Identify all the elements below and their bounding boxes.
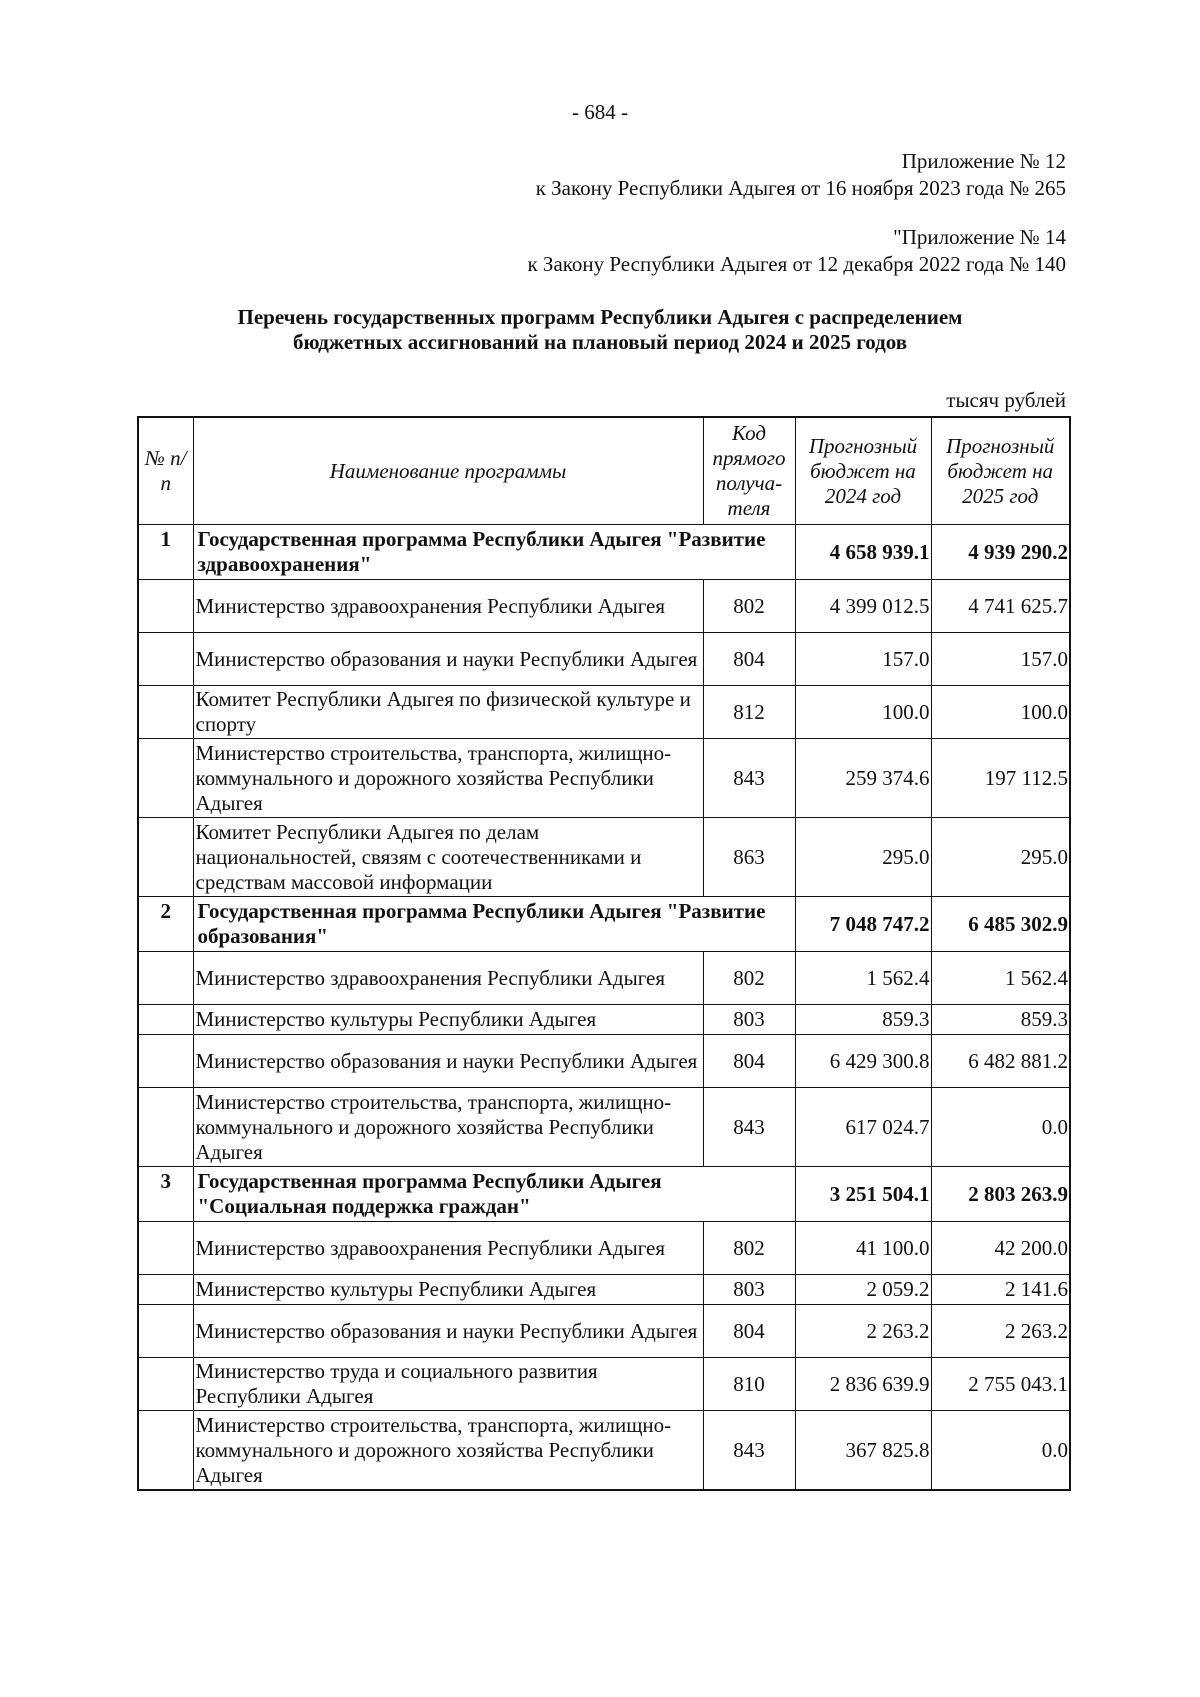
- program-row: [138, 897, 1070, 952]
- empty-cell: [138, 1005, 193, 1035]
- program-number: 1: [138, 525, 193, 580]
- agency-code: 802: [703, 1222, 795, 1275]
- amount-2024: 617 024.7: [795, 1088, 931, 1167]
- header-num: № п/п: [138, 417, 193, 525]
- amount-2025: 100.0: [931, 686, 1070, 739]
- agency-code: 843: [703, 1411, 795, 1491]
- program-total-2025: 6 485 302.9: [931, 897, 1070, 952]
- page-number: - 684 -: [572, 100, 628, 124]
- table-row: [138, 580, 1070, 633]
- amount-2024: 157.0: [795, 633, 931, 686]
- program-name: Государственная программа Республики Адыгея "Развитие здравоохранения": [193, 525, 795, 580]
- empty-cell: [138, 1358, 193, 1411]
- program-total-2024: 7 048 747.2: [795, 897, 931, 952]
- amount-2025: 4 741 625.7: [931, 580, 1070, 633]
- table-row: [138, 633, 1070, 686]
- table-row: [138, 1035, 1070, 1088]
- agency-name: Министерство здравоохранения Республики Адыгея: [193, 1222, 703, 1275]
- agency-name: Комитет Республики Адыгея по делам национальностей, связям с соотечественниками и средствам массовой информации: [193, 818, 703, 897]
- amount-2024: 859.3: [795, 1005, 931, 1035]
- empty-cell: [138, 1411, 193, 1491]
- agency-name: Министерство труда и социального развития Республики Адыгея: [193, 1358, 703, 1411]
- amount-2025: 42 200.0: [931, 1222, 1070, 1275]
- annex-current-law: к Закону Республики Адыгея от 16 ноября 2023 года № 265: [535, 176, 1066, 200]
- table-row: [138, 739, 1070, 818]
- program-total-2025: 4 939 290.2: [931, 525, 1070, 580]
- header-name: Наименование программы: [193, 417, 703, 525]
- amount-2025: 2 141.6: [931, 1275, 1070, 1305]
- agency-name: Министерство образования и науки Республики Адыгея: [193, 1305, 703, 1358]
- empty-cell: [138, 1222, 193, 1275]
- table-row: [138, 1088, 1070, 1167]
- program-row: [138, 1167, 1070, 1222]
- agency-name: Министерство здравоохранения Республики Адыгея: [193, 952, 703, 1005]
- program-name: Государственная программа Республики Адыгея "Развитие образования": [193, 897, 795, 952]
- agency-code: 863: [703, 818, 795, 897]
- program-total-2024: 4 658 939.1: [795, 525, 931, 580]
- amount-2024: 100.0: [795, 686, 931, 739]
- amount-2024: 6 429 300.8: [795, 1035, 931, 1088]
- agency-code: 812: [703, 686, 795, 739]
- empty-cell: [138, 686, 193, 739]
- amount-2024: 367 825.8: [795, 1411, 931, 1491]
- agency-code: 802: [703, 952, 795, 1005]
- table-row: [138, 1411, 1070, 1491]
- programs-table: [137, 416, 1071, 1491]
- agency-code: 802: [703, 580, 795, 633]
- table-row: [138, 818, 1070, 897]
- agency-code: 804: [703, 1305, 795, 1358]
- table-row: [138, 686, 1070, 739]
- units-label: тысяч рублей: [946, 388, 1066, 412]
- empty-cell: [138, 580, 193, 633]
- header-2025: Прогнозный бюджет на 2025 год: [931, 417, 1070, 525]
- programs-table-container: [137, 416, 1069, 1491]
- document-title-line1: Перечень государственных программ Республики Адыгея с распределением: [237, 305, 963, 329]
- program-total-2024: 3 251 504.1: [795, 1167, 931, 1222]
- agency-code: 803: [703, 1275, 795, 1305]
- table-row: [138, 952, 1070, 1005]
- table-header-row: [138, 417, 1070, 525]
- empty-cell: [138, 952, 193, 1005]
- agency-code: 843: [703, 1088, 795, 1167]
- annex-previous-number: "Приложение № 14: [893, 225, 1066, 249]
- amount-2025: 0.0: [931, 1088, 1070, 1167]
- table-row: [138, 1305, 1070, 1358]
- empty-cell: [138, 1305, 193, 1358]
- agency-name: Комитет Республики Адыгея по физической культуре и спорту: [193, 686, 703, 739]
- amount-2024: 2 059.2: [795, 1275, 931, 1305]
- amount-2025: 295.0: [931, 818, 1070, 897]
- empty-cell: [138, 1275, 193, 1305]
- annex-previous: [527, 224, 1066, 278]
- amount-2025: 197 112.5: [931, 739, 1070, 818]
- amount-2025: 6 482 881.2: [931, 1035, 1070, 1088]
- agency-name: Министерство культуры Республики Адыгея: [193, 1275, 703, 1305]
- empty-cell: [138, 739, 193, 818]
- agency-name: Министерство образования и науки Республики Адыгея: [193, 633, 703, 686]
- agency-name: Министерство культуры Республики Адыгея: [193, 1005, 703, 1035]
- header-code: Код прямого получа-теля: [703, 417, 795, 525]
- table-row: [138, 1005, 1070, 1035]
- amount-2025: 2 263.2: [931, 1305, 1070, 1358]
- program-total-2025: 2 803 263.9: [931, 1167, 1070, 1222]
- agency-name: Министерство здравоохранения Республики Адыгея: [193, 580, 703, 633]
- table-row: [138, 1275, 1070, 1305]
- program-number: 2: [138, 897, 193, 952]
- annex-current: [536, 148, 1066, 202]
- amount-2024: 295.0: [795, 818, 931, 897]
- agency-code: 804: [703, 1035, 795, 1088]
- agency-name: Министерство строительства, транспорта, жилищно-коммунального и дорожного хозяйства Республики Адыгея: [193, 1088, 703, 1167]
- amount-2024: 2 263.2: [795, 1305, 931, 1358]
- amount-2025: 1 562.4: [931, 952, 1070, 1005]
- document-title: [150, 305, 1050, 355]
- agency-name: Министерство строительства, транспорта, жилищно-коммунального и дорожного хозяйства Республики Адыгея: [193, 739, 703, 818]
- table-body: [138, 525, 1070, 1491]
- program-row: [138, 525, 1070, 580]
- program-number: 3: [138, 1167, 193, 1222]
- amount-2024: 259 374.6: [795, 739, 931, 818]
- amount-2024: 4 399 012.5: [795, 580, 931, 633]
- table-row: [138, 1222, 1070, 1275]
- empty-cell: [138, 1088, 193, 1167]
- program-name: Государственная программа Республики Адыгея "Социальная поддержка граждан": [193, 1167, 795, 1222]
- amount-2024: 41 100.0: [795, 1222, 931, 1275]
- agency-name: Министерство образования и науки Республики Адыгея: [193, 1035, 703, 1088]
- agency-code: 810: [703, 1358, 795, 1411]
- header-2024: Прогнозный бюджет на 2024 год: [795, 417, 931, 525]
- amount-2025: 0.0: [931, 1411, 1070, 1491]
- document-title-line2: бюджетных ассигнований на плановый период 2024 и 2025 годов: [292, 330, 908, 354]
- amount-2025: 2 755 043.1: [931, 1358, 1070, 1411]
- amount-2025: 157.0: [931, 633, 1070, 686]
- empty-cell: [138, 633, 193, 686]
- annex-previous-law: к Закону Республики Адыгея от 12 декабря 2022 года № 140: [527, 252, 1066, 276]
- agency-code: 804: [703, 633, 795, 686]
- agency-code: 843: [703, 739, 795, 818]
- table-row: [138, 1358, 1070, 1411]
- amount-2025: 859.3: [931, 1005, 1070, 1035]
- amount-2024: 2 836 639.9: [795, 1358, 931, 1411]
- agency-name: Министерство строительства, транспорта, жилищно-коммунального и дорожного хозяйства Республики Адыгея: [193, 1411, 703, 1491]
- amount-2024: 1 562.4: [795, 952, 931, 1005]
- empty-cell: [138, 818, 193, 897]
- empty-cell: [138, 1035, 193, 1088]
- annex-current-number: Приложение № 12: [901, 149, 1066, 173]
- agency-code: 803: [703, 1005, 795, 1035]
